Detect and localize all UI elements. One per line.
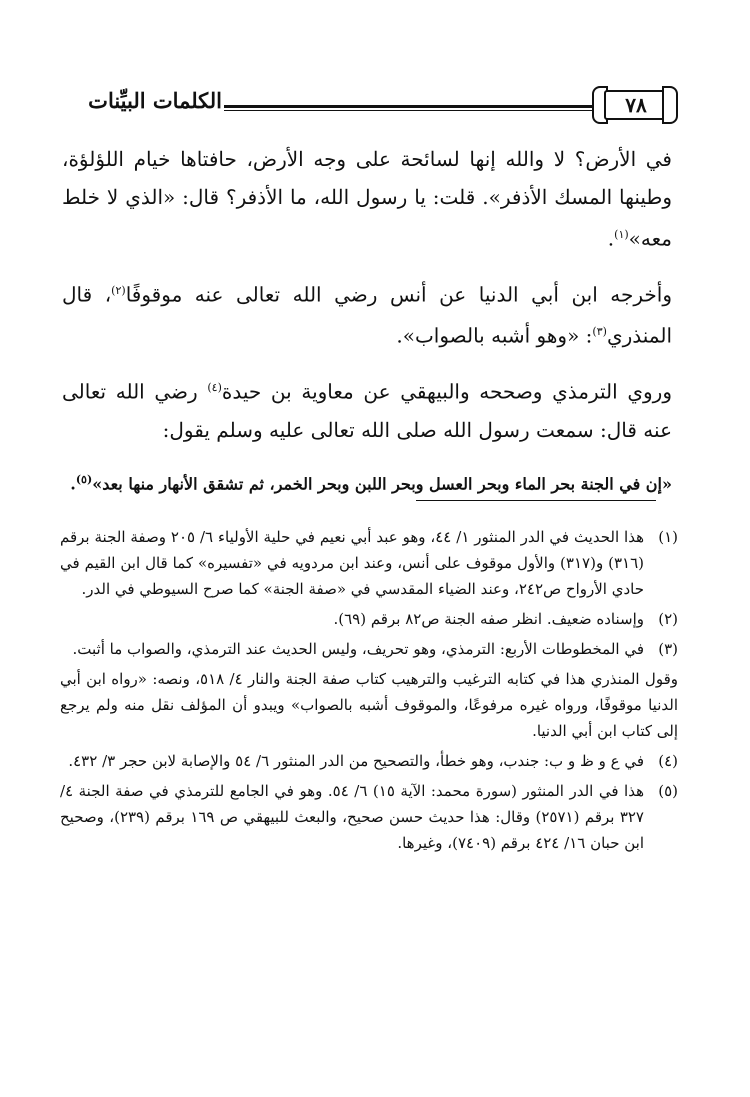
page-header	[56, 86, 706, 126]
paragraph-text: وأخرجه ابن أبي الدنيا عن أنس رضي الله تعالى عنه موقوفًا	[125, 282, 673, 307]
footnote-4	[60, 748, 678, 774]
footnotes	[60, 524, 678, 860]
footnote-ref: (٢)	[111, 283, 126, 297]
footnote-number: (١)	[658, 528, 678, 546]
scroll-ornament-right	[662, 86, 678, 124]
paragraph-text: رضي الله تعالى عنه قال: سمعت رسول الله صلى الله تعالى عليه وسلم يقول:	[62, 379, 672, 442]
footnote-separator	[416, 500, 656, 501]
paragraph-text: ، قال المنذري	[62, 282, 672, 348]
footnote-number: (٤)	[658, 752, 678, 770]
footnote-ref: (٥)	[75, 472, 93, 486]
footnote-text: في ع و ظ و ب: جندب، وهو خطأ، والتصحيح من الدر المنثور ٦/ ٥٤ والإصابة لابن حجر ٣/ ٤٣٢.	[68, 752, 644, 770]
footnote-3	[60, 636, 678, 662]
paragraph-3	[62, 369, 672, 449]
footnote-text: وقول المنذري هذا في كتابه الترغيب والترهيب كتاب صفة الجنة والنار ٤/ ٥١٨، ونصه: «رواه ابن أبي الدنيا موقوفًا، ورواه غيره مرفوعًا، والموقوف أشبه بالصواب» ويبدو أن المؤلف نقل منه ولم يرجع إلى كتاب ابن أبي الدنيا.	[60, 670, 678, 740]
header-rule	[224, 105, 598, 108]
quote-text: «إن في الجنة بحر الماء وبحر العسل وبحر اللبن وبحر الخمر، ثم تشقق الأنهار منها بعد»	[92, 473, 672, 493]
paragraph-text: في الأرض؟ لا والله إنها لسائحة على وجه الأرض، حافتاها خيام اللؤلؤة، وطينها المسك الأذفر». قلت: يا رسول الله، ما الأذفر؟ قال: «الذي لا خلط معه»	[62, 147, 672, 251]
paragraph-text: وروي الترمذي وصححه والبيهقي عن معاوية بن حيدة	[221, 379, 672, 404]
footnote-text: هذا الحديث في الدر المنثور ١/ ٤٤، وهو عبد أبي نعيم في حلية الأولياء ٦/ ٢٠٥ وصفة الجنة برقم (٣١٦) و(٣١٧) والأول موقوف على أنس، وعند ابن مردويه في «تفسيره» كما قال ابن القيم في حادي الأرواح ص٢٤٢، وعند الضياء المقدسي في «صفة الجنة» كما صرح السيوطي في الدر.	[60, 528, 645, 598]
footnote-text: هذا في الدر المنثور (سورة محمد: الآية ١٥) ٦/ ٥٤. وهو في الجامع للترمذي في صفة الجنة ٤/ ٣٢٧ برقم (٢٥٧١) وقال: هذا حديث حسن صحيح، والبعث للبيهقي ص ١٦٩ برقم (٢٣٩)، وصحيح ابن حبان ١٦/ ٤٢٤ برقم (٧٤٠٩)، وغيرها.	[60, 782, 644, 852]
footnote-1	[60, 524, 678, 602]
footnote-number: (٥)	[658, 782, 678, 800]
footnote-ref: (٤)	[207, 380, 222, 394]
footnote-2	[60, 606, 678, 632]
paragraph-text: : «وهو أشبه بالصواب».	[396, 323, 593, 348]
running-title: الكلمات البيِّنات	[88, 88, 222, 113]
paragraph-2	[62, 272, 672, 355]
footnote-number: (٣)	[658, 640, 678, 658]
page-number: ٧٨	[604, 90, 668, 120]
footnote-5	[60, 778, 678, 856]
quote-end: .	[70, 473, 76, 493]
footnote-3-continued	[60, 666, 678, 744]
header-rule-thin	[224, 110, 598, 111]
footnote-number: (٢)	[658, 610, 678, 628]
footnote-ref: (١)	[614, 228, 629, 241]
paragraph-1: في الأرض؟ لا والله إنها لسائحة على وجه الأرض، حافتاها خيام اللؤلؤة، وطينها المسك الأذفر». قلت: يا رسول الله، ما الأذفر؟ قال: «الذي لا خلط معه»$^{(١)}$.	[62, 147, 672, 251]
page-number-frame	[592, 86, 678, 120]
hadith-quote	[62, 463, 672, 501]
footnote-ref: (٣)	[592, 325, 607, 339]
main-text	[62, 140, 672, 515]
footnote-text: وإسناده ضعيف. انظر صفه الجنة ص٨٢ برقم (٦٩).	[333, 610, 644, 628]
footnote-text: في المخطوطات الأربع: الترمذي، وهو تحريف، وليس الحديث عند الترمذي، والصواب ما أثبت.	[72, 640, 644, 658]
